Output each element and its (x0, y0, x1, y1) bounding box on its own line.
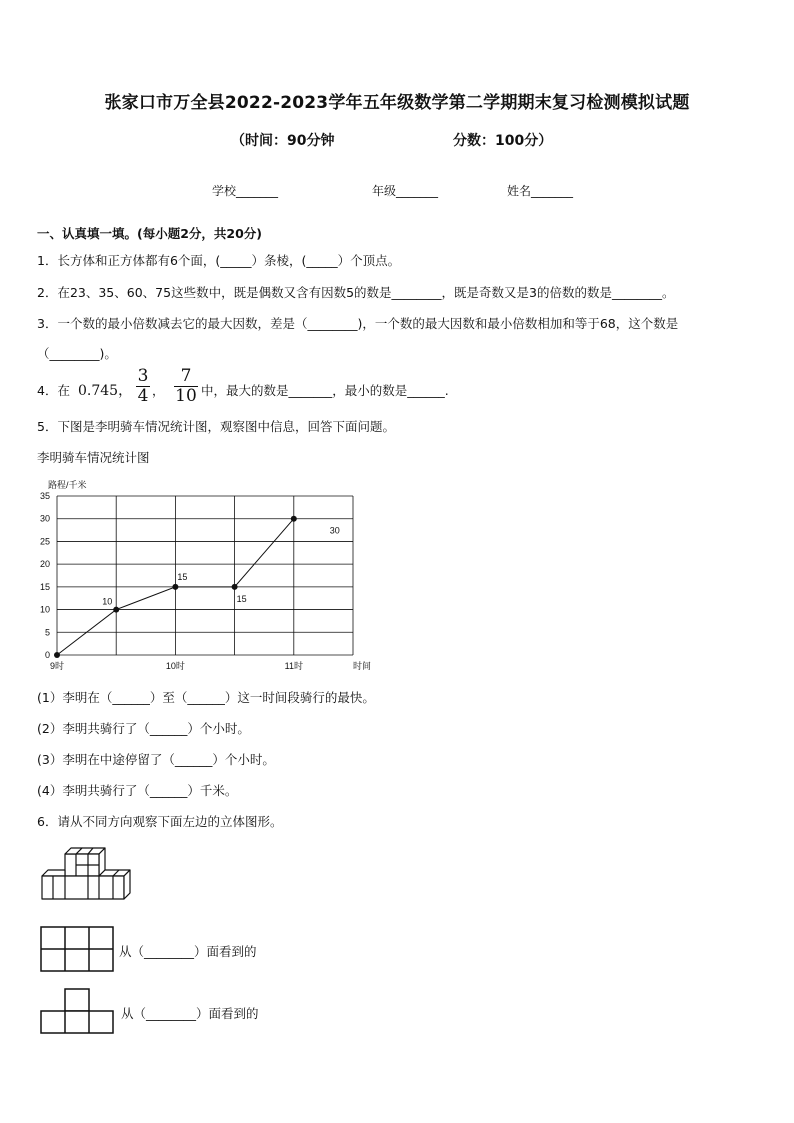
data-point (54, 652, 60, 658)
question-5-sub3: (3）李明在中途停留了（______）个小时。 (37, 752, 275, 767)
view-1-caption: 从（________）面看到的 (119, 944, 257, 959)
question-3-line2: （________)。 (37, 346, 117, 361)
fraction-7-10-denominator: 10 (175, 386, 197, 406)
question-5-sub1: (1）李明在（______）至（______）这一时间段骑行的最快。 (37, 690, 375, 705)
y-tick-label: 35 (39, 491, 50, 501)
school-field: 学校_______ (212, 184, 279, 198)
data-point (113, 607, 119, 613)
chart-grid (57, 496, 353, 655)
y-tick-label: 0 (44, 650, 50, 660)
x-tick-label: 9时 (49, 661, 65, 671)
data-point (172, 584, 178, 590)
fraction-3-4-denominator: 4 (137, 386, 149, 406)
x-axis-label: 时间 (353, 661, 372, 671)
exam-time: （时间：90分钟 (231, 133, 335, 149)
x-tick-label: 11时 (284, 661, 303, 671)
data-label: 30 (329, 525, 340, 536)
question-6: 6．请从不同方向观察下面左边的立体图形。 (37, 814, 283, 829)
fraction-7-10-numerator: 7 (180, 366, 192, 386)
data-point (291, 516, 297, 522)
question-4-suffix: 中，最大的数是_______，最小的数是______. (201, 383, 449, 398)
y-tick-label: 25 (39, 536, 50, 547)
y-tick-label: 20 (39, 559, 50, 570)
fraction-3-4 (136, 368, 150, 405)
axis-ticks (40, 491, 303, 671)
question-2: 2．在23、35、60、75这些数中，既是偶数又含有因数5的数是________，既是奇数又是3的倍数的数是________。 (37, 285, 675, 300)
question-5-sub4: (4）李明共骑行了（______）千米。 (37, 783, 238, 798)
question-1: 1．长方体和正方体都有6个面，(_____）条棱，(_____）个顶点。 (37, 253, 401, 268)
y-tick-label: 10 (39, 604, 50, 615)
question-3-line1: 3．一个数的最小倍数减去它的最大因数，差是（________)，一个数的最大因数和最小倍数相加和等于68，这个数是 (37, 316, 679, 331)
data-label: 15 (177, 571, 188, 582)
line-chart (0, 470, 400, 680)
cube-solid-figure (38, 844, 138, 904)
data-point (232, 584, 238, 590)
fraction-3-4-numerator: 3 (137, 366, 149, 386)
question-4-decimal: 0.745， (78, 383, 133, 399)
y-axis-label: 路程/千米 (48, 480, 87, 490)
exam-score: 分数：100分） (453, 133, 553, 149)
fraction-7-10 (174, 368, 198, 405)
section-heading: 一、认真填一填。(每小题2分，共20分) (37, 226, 263, 241)
question-4-prefix: 4．在 (37, 383, 70, 398)
page-title: 张家口市万全县2022-2023学年五年级数学第二学期期末复习检测模拟试题 (104, 93, 690, 113)
view-grid-2x3 (40, 926, 116, 974)
question-5-sub2: (2）李明共骑行了（______）个小时。 (37, 721, 250, 736)
question-5: 5．下图是李明骑车情况统计图，观察图中信息，回答下面问题。 (37, 419, 395, 434)
view-t-shape (40, 988, 116, 1036)
y-tick-label: 30 (39, 513, 50, 524)
chart-title: 李明骑车情况统计图 (37, 450, 150, 465)
data-label: 15 (236, 593, 247, 604)
name-field: 姓名_______ (507, 184, 574, 198)
x-tick-label: 10时 (165, 661, 185, 671)
y-tick-label: 5 (44, 627, 50, 638)
question-4-comma: ， (152, 383, 165, 398)
grade-field: 年级_______ (372, 184, 439, 198)
data-label: 10 (102, 596, 113, 607)
y-tick-label: 15 (39, 581, 50, 592)
view-2-caption: 从（________）面看到的 (121, 1006, 259, 1021)
